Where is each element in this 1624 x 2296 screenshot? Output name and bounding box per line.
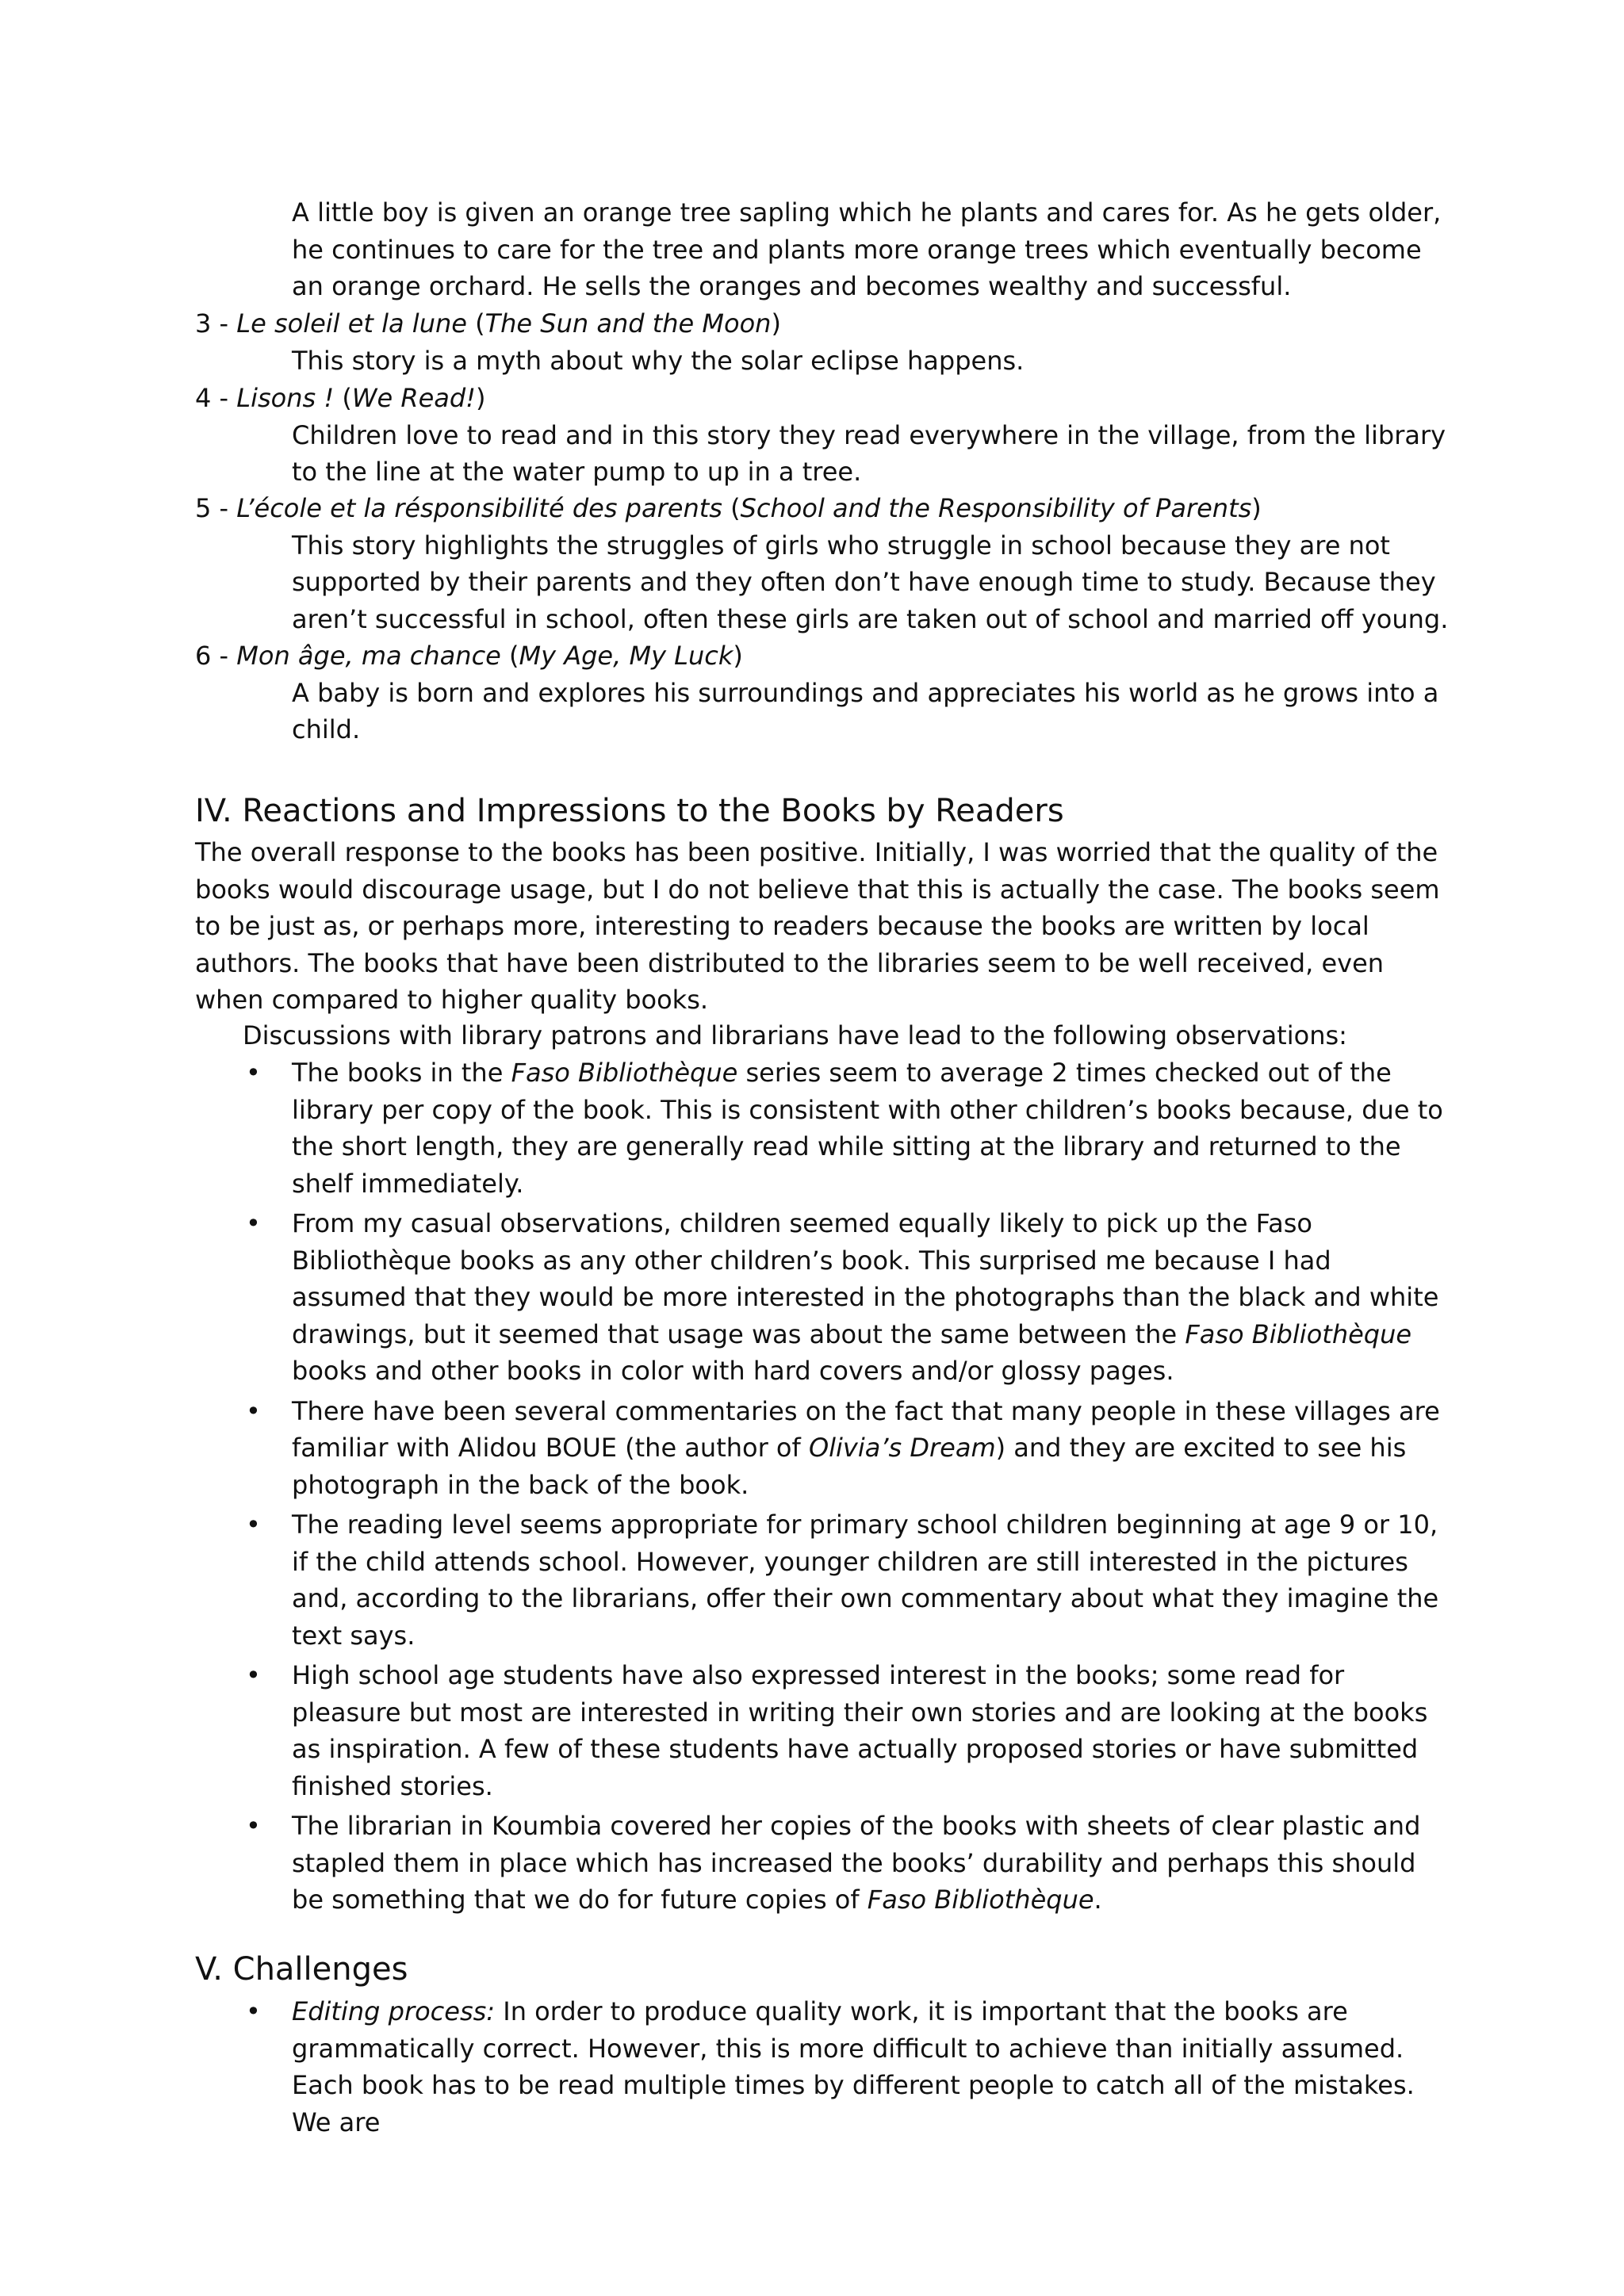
book-number: 3 - — [195, 308, 237, 339]
bullet-icon: • — [246, 1811, 261, 1841]
list-item — [195, 1993, 1450, 2141]
book-title-line: 3 - Le soleil et la lune (The Sun and the Moon) — [195, 308, 781, 339]
book-description: This story highlights the struggles of girls who struggle in school because they are not supported by their parents and they often don’t have enough time to study. Because they aren’t successful in school, often these girls are taken out of school and married off young. — [292, 530, 1449, 634]
bullet-emphasis: Faso Bibliothèque — [1185, 1318, 1412, 1349]
book-number: 5 - — [195, 493, 237, 523]
bullet-icon: • — [246, 1510, 261, 1540]
bullet-text: In order to produce quality work, it is important that the books are grammatically correct. However, this is more difficult to achieve than initially assumed. Each book has to be read multiple times by different people to catch all of the mistakes. We are — [292, 1996, 1415, 2137]
book-number: 6 - — [195, 641, 237, 671]
section-heading-challenges: V. Challenges — [195, 1951, 408, 1988]
book-title-fr: Le soleil et la lune — [236, 308, 467, 339]
book-description: Children love to read and in this story they read everywhere in the village, from the library to the line at the water pump to up in a tree. — [292, 419, 1446, 487]
book-description: This story is a myth about why the solar eclipse happens. — [292, 345, 1025, 376]
observations-lead: Discussions with library patrons and librarians have lead to the following observations: — [243, 1020, 1347, 1050]
bullet-icon: • — [246, 1996, 261, 2026]
bullet-icon: • — [246, 1058, 261, 1088]
book-title-en: School and the Responsibility of Parents — [740, 493, 1252, 523]
book-title-en: The Sun and the Moon — [485, 308, 772, 339]
book-number: 4 - — [195, 383, 237, 413]
bullet-icon: • — [246, 1395, 261, 1426]
bullet-text: ) and they are excited to see his photograph in the back of the book. — [292, 1433, 1407, 1500]
list-item — [195, 1808, 1450, 1919]
bullet-text: High school age students have also expressed interest in the books; some read for pleasure but most are interested in writing their own stories and are looking at the books as inspiration. A few of these students have actually proposed stories or have submitted finished stories. — [292, 1660, 1428, 1801]
observations-list — [195, 1054, 1450, 1919]
bullet-text: There have been several commentaries on the fact that many people in these villages are familiar with Alidou BOUE (the author of — [292, 1395, 1440, 1463]
bullet-text: From my casual observations, children seemed equally likely to pick up the Faso Bibliothèque books as any other children’s book. This surprised me because I had assumed that they would be more interested in the photographs than the black and white drawings, but it seemed that usage was about the same between the — [292, 1208, 1439, 1349]
bullet-text: . — [1094, 1885, 1102, 1915]
bullet-icon: • — [246, 1660, 261, 1690]
bullet-emphasis: Olivia’s Dream — [808, 1433, 996, 1463]
book-title-line: 5 - L’école et la résponsibilité des parents (School and the Responsibility of Parents) — [195, 493, 1262, 523]
book-list-item-3 — [195, 305, 1450, 379]
list-item — [195, 1054, 1450, 1202]
book-title-fr: L’école et la résponsibilité des parents — [236, 493, 722, 523]
bullet-icon: • — [246, 1208, 261, 1238]
book-title-fr: Mon âge, ma chance — [236, 641, 501, 671]
section-paragraph: The overall response to the books has been positive. Initially, I was worried that the quality of the books would discourage usage, but I do not believe that this is actually the case. The books seem to be just as, or perhaps more, interesting to readers because the books are written by local authors. The books that have been distributed to the libraries seem to be well received, even when compared to higher quality books. — [195, 837, 1440, 1015]
bullet-text: The librarian in Koumbia covered her copies of the books with sheets of clear plastic and stapled them in place which has increased the books’ durability and perhaps this should be something that we do for future copies of — [292, 1811, 1421, 1915]
list-item — [195, 1393, 1450, 1504]
book-list-item-6 — [195, 637, 1450, 748]
intro-text: A little boy is given an orange tree sapling which he plants and cares for. As he gets older, he continues to care for the tree and plants more orange trees which eventually become an orange orchard. He sells the oranges and becomes wealthy and successful. — [292, 197, 1442, 301]
bullet-text: The reading level seems appropriate for primary school children beginning at age 9 or 10, if the child attends school. However, younger children are still interested in the pictures and, according to the librarians, offer their own commentary about what they imagine the text says. — [292, 1510, 1439, 1651]
section-heading-reactions: IV. Reactions and Impressions to the Books by Readers — [195, 793, 1064, 829]
list-item — [195, 1506, 1450, 1654]
intro-paragraph — [195, 194, 1450, 305]
book-description: A baby is born and explores his surroundings and appreciates his world as he grows into a child. — [292, 677, 1439, 744]
list-item — [195, 1205, 1450, 1390]
book-title-fr: Lisons ! — [236, 383, 335, 413]
book-title-line: 4 - Lisons ! (We Read!) — [195, 383, 486, 413]
list-item — [195, 1657, 1450, 1804]
challenges-list — [195, 1993, 1450, 2141]
bullet-text: series seem to average 2 times checked out of the library per copy of the book. This is consistent with other children’s books because, due to the short length, they are generally read while sitting at the library and returned to the shelf immediately. — [292, 1058, 1443, 1199]
bullet-text: The books in the — [292, 1058, 511, 1088]
bullet-emphasis: Editing process: — [292, 1996, 496, 2026]
bullet-emphasis: Faso Bibliothèque — [511, 1058, 738, 1088]
book-list-item-4 — [195, 380, 1450, 491]
book-title-en: We Read! — [351, 383, 476, 413]
book-title-line: 6 - Mon âge, ma chance (My Age, My Luck) — [195, 641, 743, 671]
bullet-emphasis: Faso Bibliothèque — [867, 1885, 1094, 1915]
book-list-item-5 — [195, 490, 1450, 637]
book-title-en: My Age, My Luck — [519, 641, 733, 671]
bullet-text: books and other books in color with hard covers and/or glossy pages. — [292, 1356, 1174, 1386]
